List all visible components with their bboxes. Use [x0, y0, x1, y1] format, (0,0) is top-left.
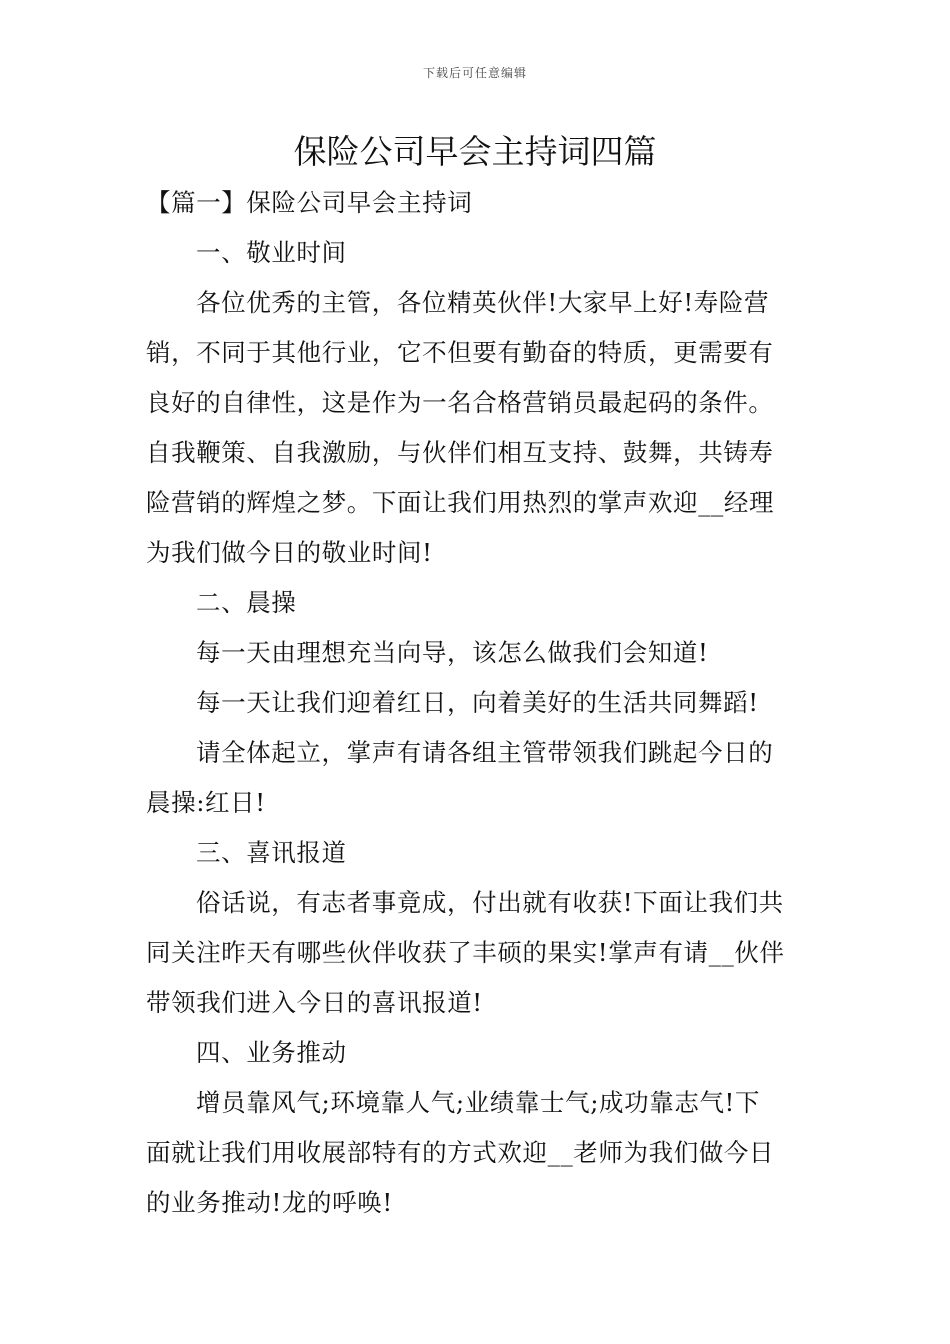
paragraph-line: 带领我们进入今日的喜讯报道!: [146, 988, 483, 1017]
paragraph-line: 为我们做今日的敬业时间!: [146, 538, 433, 567]
paragraph-line: 增员靠风气;环境靠人气;业绩靠士气;成功靠志气!下: [196, 1088, 761, 1117]
paragraph-line: 俗话说，有志者事竟成，付出就有收获!下面让我们共: [196, 888, 784, 917]
paragraph-line: 的业务推动!龙的呼唤!: [146, 1188, 393, 1217]
paragraph-line: 险营销的辉煌之梦。下面让我们用热烈的掌声欢迎__经理: [146, 488, 775, 517]
subheading-good-news-report: 三、喜讯报道: [196, 838, 347, 867]
paragraph-line: 各位优秀的主管，各位精英伙伴!大家早上好!寿险营: [196, 288, 770, 317]
paragraph-line: 销，不同于其他行业，它不但要有勤奋的特质，更需要有: [146, 338, 774, 367]
section-heading-part-one: 【篇一】保险公司早会主持词: [146, 188, 473, 217]
paragraph-line: 自我鞭策、自我激励，与伙伴们相互支持、鼓舞，共铸寿: [146, 438, 774, 467]
paragraph-line: 面就让我们用收展部特有的方式欢迎__老师为我们做今日: [146, 1138, 775, 1167]
paragraph-line: 请全体起立，掌声有请各组主管带领我们跳起今日的: [196, 738, 774, 767]
subheading-business-promotion: 四、业务推动: [196, 1038, 347, 1067]
subheading-morning-exercise: 二、晨操: [196, 588, 297, 617]
header-note: 下载后可任意编辑: [422, 66, 527, 80]
paragraph-line: 良好的自律性，这是作为一名合格营销员最起码的条件。: [146, 388, 774, 417]
paragraph-line: 晨操:红日!: [146, 788, 266, 817]
paragraph-line: 同关注昨天有哪些伙伴收获了丰硕的果实!掌声有请__伙伴: [146, 938, 785, 967]
paragraph-line: 每一天让我们迎着红日，向着美好的生活共同舞蹈!: [196, 688, 759, 717]
document-title: 保险公司早会主持词四篇: [293, 132, 657, 171]
subheading-dedication-time: 一、敬业时间: [196, 238, 347, 267]
document-body: [146, 178, 808, 1228]
paragraph-line: 每一天由理想充当向导，该怎么做我们会知道!: [196, 638, 709, 667]
